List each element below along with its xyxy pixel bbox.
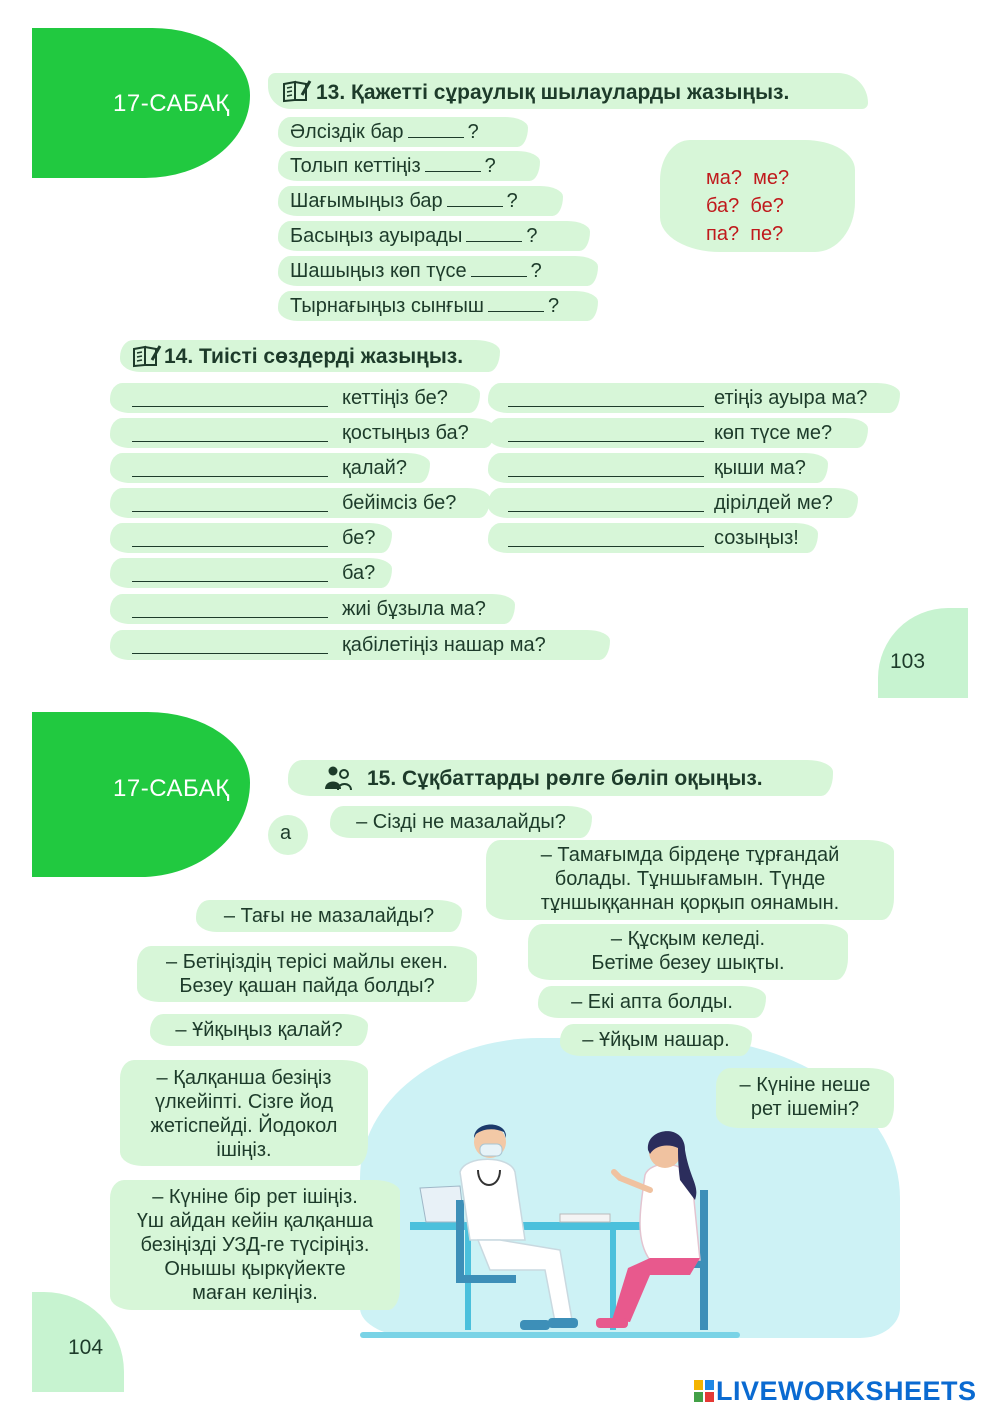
answer-blank[interactable] (508, 441, 704, 442)
answer-blank[interactable] (132, 441, 328, 442)
row-text: қалай? (342, 457, 407, 479)
answer-blank[interactable] (508, 546, 704, 547)
fill-row (490, 489, 900, 519)
fill-row (490, 419, 900, 449)
fill-row (112, 489, 492, 519)
dialog-text: Онышы қыркүйекте (164, 1258, 346, 1280)
dialog-text: – Тамағымда бірдеңе тұрғандай (540, 844, 840, 866)
particle-row: ма? ме? (706, 167, 790, 189)
row-text: жиі бұзыла ма? (342, 598, 486, 620)
fill-row (112, 384, 492, 414)
dialog-text: Үш айдан кейін қалқанша (136, 1210, 374, 1232)
dialog-text: Бетіме безеу шықты. (591, 952, 785, 974)
dialog-text: – Құсқым келеді. (610, 928, 766, 950)
answer-blank[interactable] (471, 260, 527, 277)
answer-blank[interactable] (408, 121, 464, 138)
particle-row: ба? бе? (706, 195, 784, 217)
part-label: а (280, 822, 292, 844)
particle-row: па? пе? (706, 223, 784, 245)
answer-blank[interactable] (488, 295, 544, 312)
dialog-text: безіңізді УЗД-ге түсіріңіз. (140, 1234, 370, 1256)
fill-row (490, 454, 900, 484)
dialog-line (716, 1073, 894, 1121)
dialog-text: тұншыққаннан қорқып оянамын. (540, 892, 840, 914)
page-number: 103 (890, 650, 926, 673)
dialog-line: – Тағы не мазалайды? (223, 905, 435, 927)
people-icon (323, 765, 353, 791)
dialog-text: болады. Тұншығамын. Түнде (554, 868, 826, 890)
row-text: созыңыз! (714, 527, 799, 549)
logo-badge-icon (694, 1380, 714, 1402)
answer-blank[interactable] (132, 476, 328, 477)
fill-row (112, 419, 492, 449)
exercise-15-title: 15. Сұқбаттарды рөлге бөліп оқыңыз. (367, 767, 763, 790)
answer-blank[interactable] (132, 406, 328, 407)
exercise-13-item: Басыңыз ауырады ? (290, 225, 538, 247)
dialog-line: – Сізді не мазалайды? (356, 811, 566, 833)
answer-blank[interactable] (508, 406, 704, 407)
watermark-text[interactable]: LIVEWORKSHEETS (716, 1376, 977, 1406)
dialog-line: – Ұйқыңыз қалай? (175, 1019, 343, 1041)
answer-blank[interactable] (132, 653, 328, 654)
answer-blank[interactable] (132, 617, 328, 618)
answer-blank[interactable] (447, 190, 503, 207)
answer-blank[interactable] (132, 546, 328, 547)
row-text: бейімсіз бе? (342, 492, 457, 514)
dialog-text: – Күніне неше (739, 1074, 871, 1096)
fill-row (490, 384, 900, 414)
fill-row (112, 559, 492, 589)
row-text: кеттіңіз бе? (342, 387, 448, 409)
answer-blank[interactable] (425, 155, 481, 172)
dialog-text: үлкейіпті. Сізге йод (154, 1091, 334, 1113)
row-text: бе? (342, 527, 376, 549)
dialog-text: ішіңіз. (216, 1139, 272, 1161)
dialog-line: – Екі апта болды. (571, 991, 733, 1013)
fill-row (112, 631, 602, 661)
row-text: қостыңыз ба? (342, 422, 469, 444)
fill-row (490, 524, 900, 554)
row-text: ба? (342, 562, 376, 584)
dialog-line (110, 1185, 400, 1305)
dialog-text: – Бетіңіздің терісі майлы екен. (166, 951, 448, 973)
exercise-13-title: 13. Қажетті сұраулық шылауларды жазыңыз. (316, 81, 790, 104)
row-text: қыши ма? (714, 457, 806, 479)
lesson-label: 17-САБАҚ (113, 775, 230, 802)
dialog-line (137, 950, 477, 998)
dialog-line: – Ұйқым нашар. (582, 1029, 730, 1051)
answer-blank[interactable] (508, 476, 704, 477)
answer-blank[interactable] (132, 511, 328, 512)
row-text: қабілетіңіз нашар ма? (342, 634, 546, 656)
liveworksheets-logo (694, 1378, 986, 1404)
exercise-13-item: Шашыңыз көп түсе ? (290, 260, 542, 282)
dialog-text: маған келіңіз. (192, 1282, 318, 1304)
fill-row (112, 595, 512, 625)
dialog-text: Безеу қашан пайда болды? (179, 975, 435, 997)
write-icon (282, 79, 312, 103)
exercise-13-item: Толып кеттіңіз ? (290, 155, 496, 177)
fill-row (112, 454, 492, 484)
dialog-text: рет ішемін? (750, 1098, 860, 1120)
fill-row (112, 524, 492, 554)
dialog-line (528, 927, 848, 975)
exercise-13-item: Тырнағыңыз сынғыш ? (290, 295, 560, 317)
exercise-13-item: Әлсіздік бар ? (290, 121, 479, 143)
dialog-text: – Күніне бір рет ішіңіз. (152, 1186, 358, 1208)
dialog-text: – Қалқанша безіңіз (156, 1067, 332, 1089)
doctor-patient-illustration (360, 1110, 760, 1340)
answer-blank[interactable] (132, 581, 328, 582)
write-icon (132, 344, 162, 368)
dialog-text: жетіспейді. Йодокол (150, 1115, 338, 1137)
row-text: дірілдей ме? (714, 492, 833, 514)
dialog-line (486, 843, 894, 915)
dialog-line (120, 1066, 368, 1162)
answer-blank[interactable] (466, 225, 522, 242)
exercise-13-item: Шағымыңыз бар ? (290, 190, 518, 212)
answer-blank[interactable] (508, 511, 704, 512)
row-text: етіңіз ауыра ма? (714, 387, 868, 409)
row-text: көп түсе ме? (714, 422, 833, 444)
exercise-14-title: 14. Тиісті сөздерді жазыңыз. (164, 345, 464, 368)
page-number: 104 (68, 1336, 104, 1359)
lesson-label: 17-САБАҚ (113, 90, 230, 117)
